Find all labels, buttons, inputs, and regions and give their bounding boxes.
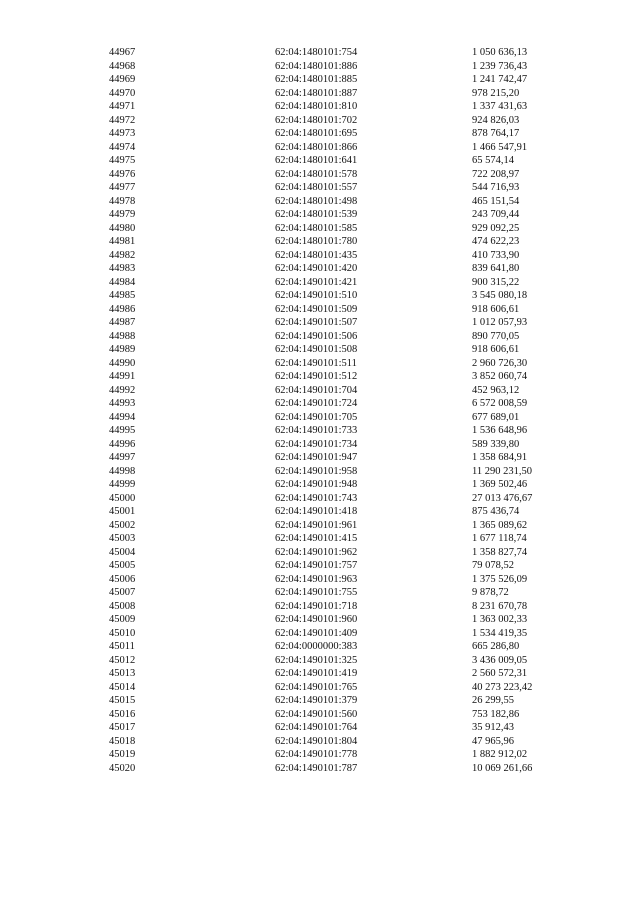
value-cell: 918 606,61 — [472, 303, 520, 315]
cadastral-number-cell: 62:04:1490101:960 — [275, 614, 358, 625]
cadastral-number-cell: 62:04:1490101:961 — [275, 519, 358, 531]
row-number-cell: 44982 — [109, 249, 136, 261]
row-number-cell: 44967 — [109, 47, 136, 58]
table-row — [109, 262, 582, 276]
row-number-cell: 44989 — [109, 344, 136, 355]
cadastral-number-cell: 62:04:1490101:379 — [275, 695, 358, 706]
cadastral-number-cell: 62:04:1490101:560 — [275, 708, 358, 720]
table-row — [109, 303, 582, 317]
cadastral-number-cell: 62:04:1480101:435 — [275, 249, 358, 261]
table-row — [109, 600, 582, 614]
table-row — [109, 276, 582, 290]
table-row — [109, 640, 582, 654]
cadastral-number-cell: 62:04:1480101:887 — [275, 87, 358, 99]
table-row — [109, 208, 582, 222]
value-cell: 1 375 526,09 — [472, 573, 528, 585]
row-number-cell: 44984 — [109, 276, 136, 288]
cadastral-number-cell: 62:04:1490101:506 — [275, 330, 358, 342]
value-cell: 243 709,44 — [472, 209, 520, 220]
value-cell: 722 208,97 — [472, 168, 520, 180]
value-cell: 1 337 431,63 — [472, 101, 528, 112]
cadastral-number-cell: 62:04:1480101:539 — [275, 209, 358, 220]
row-number-cell: 44997 — [109, 452, 136, 463]
cadastral-number-cell: 62:04:1490101:409 — [275, 627, 358, 639]
table-row — [109, 478, 582, 492]
value-cell: 2 960 726,30 — [472, 357, 528, 369]
table-row — [109, 168, 582, 182]
cadastral-number-cell: 62:04:1490101:743 — [275, 492, 358, 504]
table-row — [109, 546, 582, 560]
row-number-cell: 44975 — [109, 155, 136, 166]
cadastral-number-cell: 62:04:1480101:498 — [275, 195, 358, 207]
cadastral-number-cell: 62:04:0000000:383 — [275, 641, 358, 652]
row-number-cell: 44968 — [109, 60, 136, 72]
cadastral-number-cell: 62:04:1490101:733 — [275, 425, 358, 436]
cadastral-number-cell: 62:04:1490101:325 — [275, 654, 358, 666]
row-number-cell: 44993 — [109, 398, 136, 409]
value-cell: 8 231 670,78 — [472, 600, 528, 612]
table-row — [109, 316, 582, 330]
table-row — [109, 613, 582, 627]
row-number-cell: 44978 — [109, 195, 136, 207]
value-cell: 1 358 827,74 — [472, 546, 528, 558]
cadastral-number-cell: 62:04:1490101:755 — [275, 587, 358, 598]
cadastral-number-cell: 62:04:1490101:509 — [275, 303, 358, 315]
value-cell: 47 965,96 — [472, 735, 514, 747]
cadastral-value-table — [109, 46, 582, 775]
cadastral-number-cell: 62:04:1490101:718 — [275, 600, 358, 612]
table-row — [109, 735, 582, 749]
cadastral-number-cell: 62:04:1490101:511 — [275, 357, 357, 369]
table-row — [109, 397, 582, 411]
value-cell: 9 878,72 — [472, 587, 509, 598]
cadastral-number-cell: 62:04:1490101:510 — [275, 290, 358, 301]
table-row — [109, 357, 582, 371]
cadastral-number-cell: 62:04:1490101:418 — [275, 506, 358, 517]
value-cell: 3 852 060,74 — [472, 371, 528, 382]
table-row — [109, 127, 582, 141]
row-number-cell: 44981 — [109, 236, 136, 247]
table-row — [109, 559, 582, 573]
table-row — [109, 60, 582, 74]
value-cell: 474 622,23 — [472, 236, 520, 247]
value-cell: 1 536 648,96 — [472, 425, 528, 436]
cadastral-number-cell: 62:04:1490101:415 — [275, 533, 358, 544]
cadastral-number-cell: 62:04:1490101:421 — [275, 276, 358, 288]
cadastral-number-cell: 62:04:1480101:866 — [275, 141, 358, 153]
value-cell: 3 545 080,18 — [472, 290, 528, 301]
cadastral-number-cell: 62:04:1490101:764 — [275, 722, 358, 733]
table-row — [109, 411, 582, 425]
table-row — [109, 154, 582, 168]
value-cell: 65 574,14 — [472, 155, 514, 166]
cadastral-number-cell: 62:04:1490101:787 — [275, 762, 358, 774]
table-row — [109, 249, 582, 263]
table-row — [109, 141, 582, 155]
table-row — [109, 654, 582, 668]
row-number-cell: 44974 — [109, 141, 136, 153]
row-number-cell: 45011 — [109, 641, 135, 652]
cadastral-number-cell: 62:04:1490101:757 — [275, 560, 358, 571]
table-row — [109, 222, 582, 236]
value-cell: 1 466 547,91 — [472, 141, 528, 153]
row-number-cell: 44998 — [109, 465, 136, 477]
row-number-cell: 44996 — [109, 438, 136, 450]
value-cell: 875 436,74 — [472, 506, 520, 517]
value-cell: 753 182,86 — [472, 708, 520, 720]
row-number-cell: 44980 — [109, 222, 136, 234]
table-row — [109, 586, 582, 600]
value-cell: 40 273 223,42 — [472, 681, 533, 693]
table-row — [109, 694, 582, 708]
value-cell: 26 299,55 — [472, 695, 514, 706]
cadastral-number-cell: 62:04:1480101:641 — [275, 155, 358, 166]
table-row — [109, 573, 582, 587]
cadastral-number-cell: 62:04:1490101:419 — [275, 668, 358, 679]
row-number-cell: 45010 — [109, 627, 136, 639]
value-cell: 1 050 636,13 — [472, 47, 528, 58]
row-number-cell: 44976 — [109, 168, 136, 180]
value-cell: 1 363 002,33 — [472, 614, 528, 625]
cadastral-number-cell: 62:04:1480101:702 — [275, 114, 358, 126]
cadastral-number-cell: 62:04:1490101:512 — [275, 371, 358, 382]
value-cell: 3 436 009,05 — [472, 654, 528, 666]
table-row — [109, 235, 582, 249]
cadastral-number-cell: 62:04:1480101:886 — [275, 60, 358, 72]
table-row — [109, 505, 582, 519]
table-row — [109, 73, 582, 87]
table-row — [109, 492, 582, 506]
cadastral-number-cell: 62:04:1480101:695 — [275, 128, 358, 139]
value-cell: 918 606,61 — [472, 344, 520, 355]
row-number-cell: 45000 — [109, 492, 136, 504]
table-row — [109, 762, 582, 776]
row-number-cell: 44972 — [109, 114, 136, 126]
cadastral-number-cell: 62:04:1490101:734 — [275, 438, 358, 450]
value-cell: 665 286,80 — [472, 641, 520, 652]
row-number-cell: 45006 — [109, 573, 136, 585]
value-cell: 978 215,20 — [472, 87, 520, 99]
row-number-cell: 44985 — [109, 290, 136, 301]
row-number-cell: 44969 — [109, 74, 136, 85]
row-number-cell: 44979 — [109, 209, 136, 220]
row-number-cell: 45012 — [109, 654, 136, 666]
row-number-cell: 44995 — [109, 425, 136, 436]
cadastral-number-cell: 62:04:1490101:507 — [275, 317, 358, 328]
row-number-cell: 45003 — [109, 533, 136, 544]
table-row — [109, 370, 582, 384]
value-cell: 878 764,17 — [472, 128, 520, 139]
row-number-cell: 44999 — [109, 479, 136, 490]
value-cell: 1 012 057,93 — [472, 317, 528, 328]
cadastral-number-cell: 62:04:1480101:557 — [275, 182, 358, 193]
cadastral-number-cell: 62:04:1480101:810 — [275, 101, 358, 112]
value-cell: 10 069 261,66 — [472, 762, 533, 774]
cadastral-number-cell: 62:04:1480101:585 — [275, 222, 358, 234]
table-row — [109, 681, 582, 695]
table-row — [109, 451, 582, 465]
cadastral-number-cell: 62:04:1490101:948 — [275, 479, 358, 490]
table-row — [109, 438, 582, 452]
value-cell: 1 534 419,35 — [472, 627, 528, 639]
row-number-cell: 44971 — [109, 101, 136, 112]
table-row — [109, 721, 582, 735]
row-number-cell: 45016 — [109, 708, 136, 720]
cadastral-number-cell: 62:04:1490101:724 — [275, 398, 358, 409]
row-number-cell: 45013 — [109, 668, 136, 679]
table-row — [109, 748, 582, 762]
value-cell: 1 358 684,91 — [472, 452, 528, 463]
table-row — [109, 195, 582, 209]
value-cell: 410 733,90 — [472, 249, 520, 261]
table-row — [109, 100, 582, 114]
cadastral-number-cell: 62:04:1490101:778 — [275, 749, 358, 760]
row-number-cell: 45009 — [109, 614, 136, 625]
row-number-cell: 44991 — [109, 371, 136, 382]
value-cell: 35 912,43 — [472, 722, 514, 733]
table-row — [109, 708, 582, 722]
value-cell: 79 078,52 — [472, 560, 514, 571]
row-number-cell: 45004 — [109, 546, 136, 558]
row-number-cell: 44990 — [109, 357, 136, 369]
table-row — [109, 519, 582, 533]
table-row — [109, 87, 582, 101]
cadastral-number-cell: 62:04:1480101:780 — [275, 236, 358, 247]
row-number-cell: 45018 — [109, 735, 136, 747]
row-number-cell: 45019 — [109, 749, 136, 760]
value-cell: 2 560 572,31 — [472, 668, 528, 679]
value-cell: 900 315,22 — [472, 276, 520, 288]
table-row — [109, 330, 582, 344]
cadastral-number-cell: 62:04:1490101:508 — [275, 344, 358, 355]
value-cell: 589 339,80 — [472, 438, 520, 450]
value-cell: 1 369 502,46 — [472, 479, 528, 490]
value-cell: 1 241 742,47 — [472, 74, 528, 85]
row-number-cell: 45014 — [109, 681, 136, 693]
cadastral-number-cell: 62:04:1490101:704 — [275, 384, 358, 396]
table-body — [109, 46, 582, 775]
value-cell: 452 963,12 — [472, 384, 520, 396]
row-number-cell: 44988 — [109, 330, 136, 342]
cadastral-number-cell: 62:04:1480101:885 — [275, 74, 358, 85]
row-number-cell: 44983 — [109, 263, 136, 274]
row-number-cell: 45015 — [109, 695, 136, 706]
cadastral-number-cell: 62:04:1480101:578 — [275, 168, 358, 180]
table-row — [109, 532, 582, 546]
value-cell: 1 365 089,62 — [472, 519, 528, 531]
value-cell: 27 013 476,67 — [472, 492, 533, 504]
cadastral-number-cell: 62:04:1480101:754 — [275, 47, 358, 58]
table-row — [109, 384, 582, 398]
row-number-cell: 44986 — [109, 303, 136, 315]
table-row — [109, 114, 582, 128]
cadastral-number-cell: 62:04:1490101:420 — [275, 263, 358, 274]
cadastral-number-cell: 62:04:1490101:947 — [275, 452, 358, 463]
value-cell: 11 290 231,50 — [472, 465, 532, 477]
value-cell: 677 689,01 — [472, 411, 520, 423]
row-number-cell: 44970 — [109, 87, 136, 99]
row-number-cell: 45017 — [109, 722, 136, 733]
row-number-cell: 45008 — [109, 600, 136, 612]
value-cell: 6 572 008,59 — [472, 398, 528, 409]
row-number-cell: 44992 — [109, 384, 136, 396]
value-cell: 924 826,03 — [472, 114, 520, 126]
cadastral-number-cell: 62:04:1490101:804 — [275, 735, 358, 747]
cadastral-number-cell: 62:04:1490101:705 — [275, 411, 358, 423]
row-number-cell: 45007 — [109, 587, 136, 598]
table-row — [109, 465, 582, 479]
row-number-cell: 44994 — [109, 411, 136, 423]
cadastral-number-cell: 62:04:1490101:962 — [275, 546, 358, 558]
table-row — [109, 46, 582, 60]
value-cell: 890 770,05 — [472, 330, 520, 342]
table-row — [109, 424, 582, 438]
row-number-cell: 44977 — [109, 182, 136, 193]
row-number-cell: 45001 — [109, 506, 136, 517]
value-cell: 1 677 118,74 — [472, 533, 527, 544]
table-row — [109, 181, 582, 195]
row-number-cell: 44987 — [109, 317, 136, 328]
table-row — [109, 627, 582, 641]
value-cell: 839 641,80 — [472, 263, 520, 274]
value-cell: 544 716,93 — [472, 182, 520, 193]
table-row — [109, 289, 582, 303]
cadastral-number-cell: 62:04:1490101:765 — [275, 681, 358, 693]
value-cell: 1 239 736,43 — [472, 60, 528, 72]
row-number-cell: 45005 — [109, 560, 136, 571]
cadastral-number-cell: 62:04:1490101:958 — [275, 465, 358, 477]
table-row — [109, 667, 582, 681]
value-cell: 1 882 912,02 — [472, 749, 528, 760]
value-cell: 465 151,54 — [472, 195, 520, 207]
table-row — [109, 343, 582, 357]
value-cell: 929 092,25 — [472, 222, 520, 234]
row-number-cell: 45020 — [109, 762, 136, 774]
row-number-cell: 44973 — [109, 128, 136, 139]
row-number-cell: 45002 — [109, 519, 136, 531]
cadastral-number-cell: 62:04:1490101:963 — [275, 573, 358, 585]
